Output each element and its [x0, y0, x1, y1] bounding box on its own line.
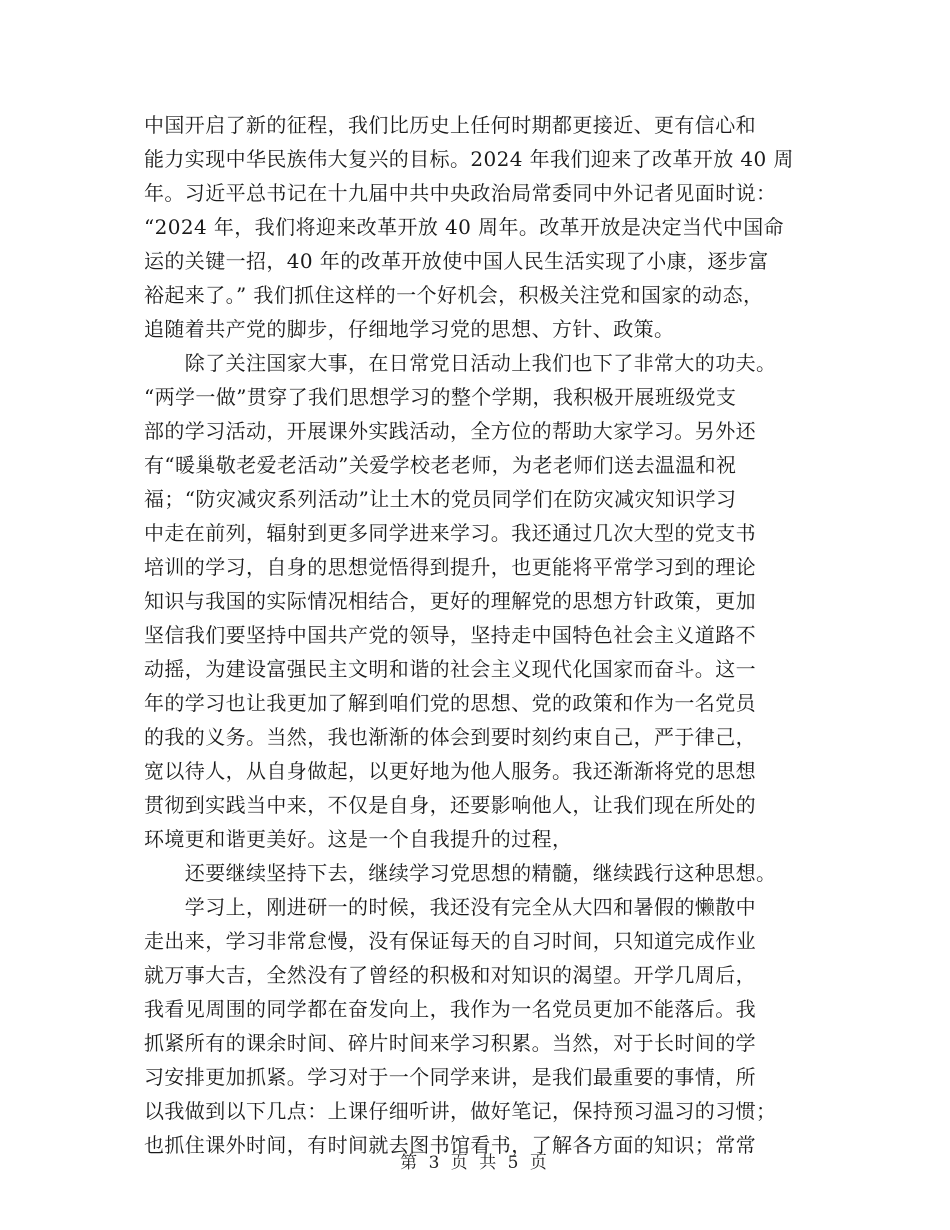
text-line: 走出来，学习非常怠慢，没有保证每天的自习时间，只知道完成作业: [144, 929, 756, 953]
text-line: 宽以待人，从自身做起，以更好地为他人服务。我还渐渐将党的思想: [144, 759, 756, 783]
text-line: 我看见周围的同学都在奋发向上，我作为一名党员更加不能落后。我: [144, 997, 756, 1021]
text-line: 坚信我们要坚持中国共产党的领导，坚持走中国特色社会主义道路不: [144, 623, 756, 647]
text-line: 有“暖巢敬老爱老活动”关爱学校老老师，为老老师们送去温温和祝: [144, 453, 737, 477]
text-line: 贯彻到实践当中来，不仅是自身，还要影响他人，让我们现在所处的: [144, 793, 756, 817]
text-line: 就万事大吉，全然没有了曾经的积极和对知识的渴望。开学几周后，: [144, 963, 756, 987]
text-line: 年。习近平总书记在十九届中共中央政治局常委同中外记者见面时说：: [144, 181, 777, 205]
text-line: 也抓住课外时间，有时间就去图书馆看书，了解各方面的知识；常常: [144, 1133, 756, 1157]
document-body: [144, 108, 824, 1162]
text-line: 中国开启了新的征程，我们比历史上任何时期都更接近、更有信心和: [144, 113, 756, 137]
text-line: “两学一做”贯穿了我们思想学习的整个学期，我积极开展班级党支: [144, 385, 737, 409]
text-line: 年的学习也让我更加了解到咱们党的思想、党的政策和作为一名党员: [144, 691, 756, 715]
text-line: 除了关注国家大事，在日常党日活动上我们也下了非常大的功夫。: [144, 351, 777, 375]
text-line: 的我的义务。当然，我也渐渐的体会到要时刻约束自己，严于律己，: [144, 725, 756, 749]
text-line: 知识与我国的实际情况相结合，更好的理解党的思想方针政策，更加: [144, 589, 756, 613]
text-line: 动摇，为建设富强民主文明和谐的社会主义现代化国家而奋斗。这一: [144, 657, 756, 681]
page-number-footer: 第 3 页 共 5 页: [400, 1153, 550, 1173]
text-line: 福；“防灾减灾系列活动”让土木的党员同学们在防灾减灾知识学习: [144, 487, 737, 511]
text-line: 习安排更加抓紧。学习对于一个同学来讲，是我们最重要的事情，所: [144, 1065, 756, 1089]
text-line: 学习上，刚进研一的时候，我还没有完全从大四和暑假的懒散中: [144, 895, 756, 919]
text-line: 还要继续坚持下去，继续学习党思想的精髓，继续践行这种思想。: [144, 861, 777, 885]
text-line: 部的学习活动，开展课外实践活动，全方位的帮助大家学习。另外还: [144, 419, 756, 443]
text-line: 能力实现中华民族伟大复兴的目标。2024 年我们迎来了改革开放 40 周: [144, 147, 794, 171]
text-line: 追随着共产党的脚步，仔细地学习党的思想、方针、政策。: [144, 317, 675, 341]
text-line: 抓紧所有的课余时间、碎片时间来学习积累。当然，对于长时间的学: [144, 1031, 756, 1055]
text-line: 培训的学习，自身的思想觉悟得到提升，也更能将平常学习到的理论: [144, 555, 756, 579]
text-line: 以我做到以下几点：上课仔细听讲，做好笔记，保持预习温习的习惯；: [144, 1099, 777, 1123]
text-line: 中走在前列，辐射到更多同学进来学习。我还通过几次大型的党支书: [144, 521, 756, 545]
text-line: “2024 年，我们将迎来改革开放 40 周年。改革开放是决定当代中国命: [144, 215, 785, 239]
text-line: 运的关键一招，40 年的改革开放使中国人民生活实现了小康，逐步富: [144, 249, 769, 273]
text-line: 裕起来了。” 我们抓住这样的一个好机会，积极关注党和国家的动态，: [144, 283, 764, 307]
text-line: 环境更和谐更美好。这是一个自我提升的过程，: [144, 827, 573, 851]
